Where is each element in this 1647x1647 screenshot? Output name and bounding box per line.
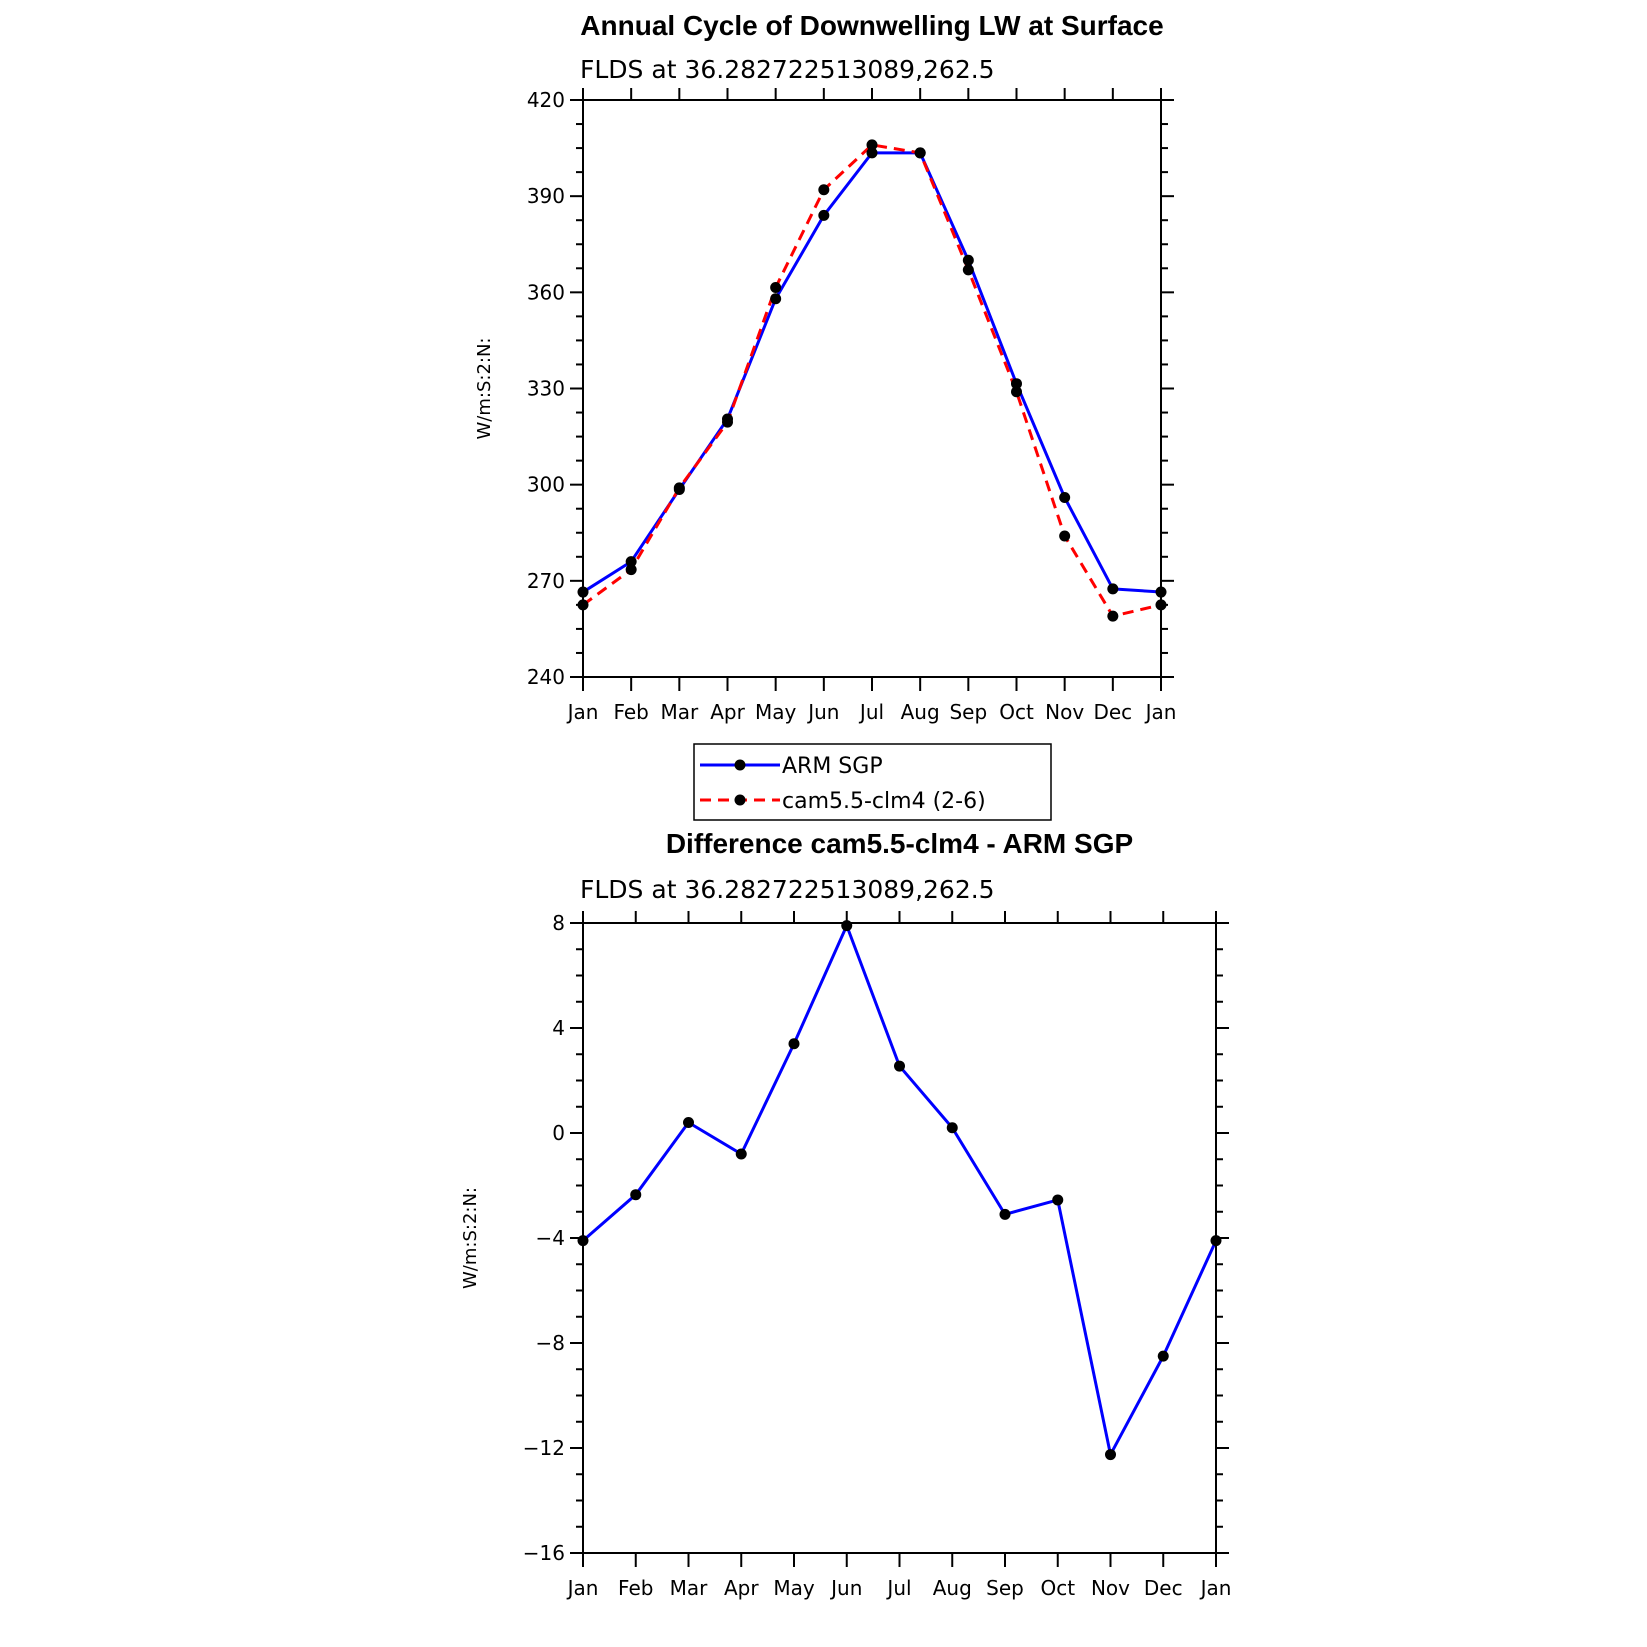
data-point — [674, 482, 685, 493]
chart-subtitle: FLDS at 36.282722513089,262.5 — [580, 875, 995, 904]
x-tick-label: Mar — [660, 700, 699, 724]
data-point — [1011, 386, 1022, 397]
data-point — [818, 210, 829, 221]
data-point — [841, 920, 852, 931]
x-tick-label: Jun — [808, 700, 840, 724]
x-tick-label: Sep — [949, 700, 988, 724]
data-point — [947, 1122, 958, 1133]
y-tick-label: 390 — [526, 184, 565, 209]
data-point — [894, 1061, 905, 1072]
legend-label: cam5.5-clm4 (2-6) — [782, 789, 986, 814]
chart-title: Annual Cycle of Downwelling LW at Surface — [580, 10, 1164, 41]
y-axis-label: W/m:S:2:N: — [474, 337, 495, 440]
x-tick-label: Dec — [1143, 1576, 1183, 1600]
legend-marker — [735, 760, 746, 771]
data-point — [578, 1235, 589, 1246]
data-point — [867, 139, 878, 150]
y-tick-label: 360 — [526, 280, 565, 305]
data-point — [1211, 1235, 1222, 1246]
data-point — [789, 1038, 800, 1049]
data-point — [630, 1189, 641, 1200]
x-tick-label: Jan — [567, 1576, 599, 1600]
data-point — [963, 264, 974, 275]
y-tick-label: −8 — [535, 1331, 565, 1355]
data-point — [818, 184, 829, 195]
chart-subtitle: FLDS at 36.282722513089,262.5 — [580, 55, 995, 84]
y-tick-label: −16 — [522, 1541, 565, 1565]
data-point — [578, 599, 589, 610]
series-line — [583, 153, 1161, 592]
x-tick-label: May — [773, 1576, 815, 1600]
x-tick-label: Nov — [1090, 1576, 1131, 1600]
x-tick-label: Apr — [710, 700, 745, 724]
annual-cycle-chart — [474, 10, 1176, 724]
data-point — [722, 417, 733, 428]
data-point — [1107, 583, 1118, 594]
y-tick-label: 240 — [526, 665, 565, 689]
data-point — [1158, 1351, 1169, 1362]
data-point — [770, 293, 781, 304]
x-tick-label: Nov — [1045, 700, 1085, 724]
x-tick-label: Aug — [932, 1576, 972, 1600]
y-tick-label: 0 — [552, 1121, 565, 1145]
x-tick-label: Dec — [1093, 700, 1133, 724]
data-point — [1156, 587, 1167, 598]
y-tick-label: 330 — [526, 376, 565, 401]
x-tick-label: Jul — [859, 700, 885, 724]
x-tick-label: Feb — [613, 700, 649, 724]
data-point — [1156, 599, 1167, 610]
y-tick-label: 8 — [552, 911, 565, 935]
data-point — [1107, 611, 1118, 622]
data-point — [626, 564, 637, 575]
x-tick-label: Aug — [900, 700, 940, 724]
x-tick-label: Jan — [1200, 1576, 1232, 1600]
data-point — [1059, 492, 1070, 503]
plot-frame — [583, 100, 1161, 677]
chart-title: Difference cam5.5-clm4 - ARM SGP — [665, 828, 1134, 859]
difference-chart — [460, 828, 1231, 1600]
data-point — [770, 282, 781, 293]
x-tick-label: Jan — [567, 700, 599, 724]
y-tick-label: −4 — [535, 1226, 565, 1250]
x-tick-label: Feb — [618, 1576, 654, 1600]
y-tick-label: −12 — [522, 1436, 565, 1460]
data-point — [1000, 1209, 1011, 1220]
x-tick-label: Jun — [831, 1576, 863, 1600]
y-tick-label: 420 — [526, 88, 565, 112]
x-tick-label: Sep — [986, 1576, 1024, 1600]
x-tick-label: Mar — [669, 1576, 708, 1600]
x-tick-label: Jul — [887, 1576, 912, 1600]
plot-frame — [583, 923, 1216, 1553]
data-point — [736, 1149, 747, 1160]
data-point — [1105, 1449, 1116, 1460]
legend-label: ARM SGP — [782, 754, 883, 779]
y-tick-label: 270 — [526, 568, 565, 593]
legend-marker — [735, 795, 746, 806]
y-tick-label: 4 — [552, 1016, 565, 1040]
x-tick-label: Jan — [1145, 700, 1177, 724]
x-tick-label: Oct — [1040, 1576, 1076, 1600]
x-tick-label: Apr — [723, 1576, 759, 1600]
legend — [694, 744, 1051, 820]
x-tick-label: Oct — [999, 700, 1034, 724]
x-tick-label: May — [754, 700, 797, 724]
series-line — [583, 926, 1216, 1455]
data-point — [578, 587, 589, 598]
data-point — [1059, 530, 1070, 541]
data-point — [1052, 1194, 1063, 1205]
data-point — [683, 1117, 694, 1128]
data-point — [915, 147, 926, 158]
series-line — [583, 145, 1161, 616]
y-tick-label: 300 — [526, 472, 565, 497]
y-axis-label: W/m:S:2:N: — [460, 1187, 481, 1289]
data-point — [963, 255, 974, 266]
